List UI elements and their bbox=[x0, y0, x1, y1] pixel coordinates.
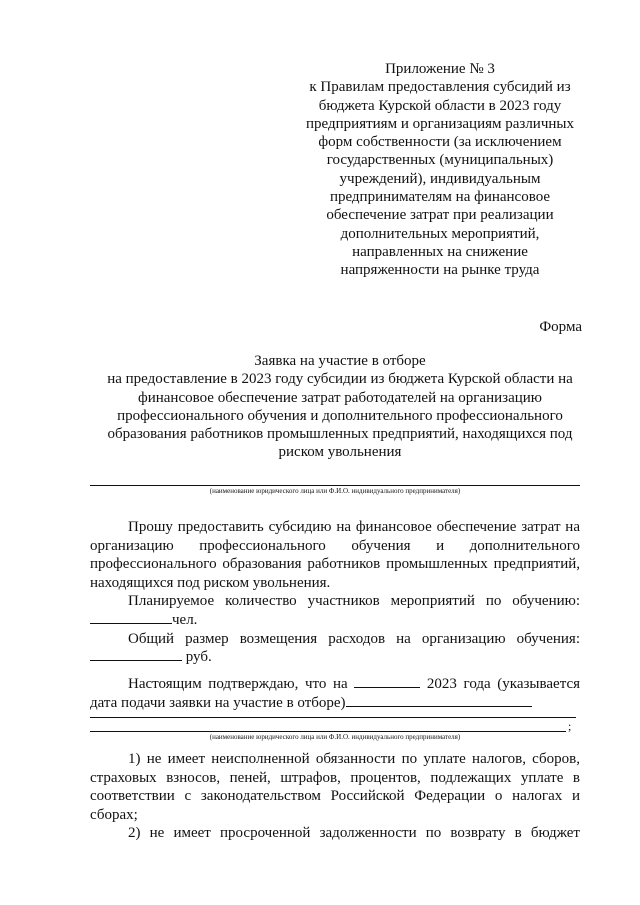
appendix-line: форм собственности (за исключением bbox=[318, 134, 562, 151]
planned-count-blank[interactable] bbox=[90, 611, 172, 624]
applicant-name-caption-2: (наименование юридического лица или Ф.И.О. индивидуального предпринимателя) bbox=[209, 733, 461, 741]
title-line: Заявка на участие в отборе bbox=[254, 353, 426, 369]
appendix-line: Приложение № 3 bbox=[385, 61, 495, 77]
appendix-line: предприятиям и организациям различных bbox=[306, 115, 574, 132]
planned-label: Планируемое количество участников мероприятий по обучению: bbox=[128, 593, 580, 610]
confirm-block bbox=[90, 675, 580, 712]
title-line: образования работников промышленных предприятий, находящихся под bbox=[107, 426, 573, 443]
applicant-name-line-2b[interactable] bbox=[90, 731, 566, 732]
date-blank[interactable] bbox=[354, 675, 420, 688]
confirm-tail-blank[interactable] bbox=[346, 694, 532, 707]
form-title bbox=[90, 352, 590, 462]
appendix-line: напряженности на рынке труда bbox=[340, 262, 540, 279]
confirm-line-1 bbox=[90, 675, 580, 694]
title-line: финансовое обеспечение затрат работодателей на организацию bbox=[138, 389, 542, 406]
request-text: Прошу предоставить субсидию на финансовое обеспечение затрат на организацию профессионального обучения и дополнительного профессионального образования работников промышленных предприятий, находящихся под риском увольнения. bbox=[90, 519, 580, 591]
appendix-header bbox=[300, 60, 580, 280]
applicant-name-line[interactable] bbox=[90, 485, 580, 486]
appendix-line: обеспечение затрат при реализации bbox=[326, 207, 554, 224]
confirm-part-2: 2023 года (указывается bbox=[426, 676, 581, 692]
appendix-line: дополнительных мероприятий, bbox=[340, 225, 540, 242]
appendix-line: к Правилам предоставления субсидий из bbox=[309, 79, 571, 96]
confirm-part-3: дата подачи заявки на участие в отборе) bbox=[90, 694, 346, 711]
title-line: профессионального обучения и дополнительного профессионального bbox=[117, 407, 563, 424]
planned-line bbox=[90, 611, 580, 630]
planned-unit: чел. bbox=[172, 611, 198, 628]
title-line: на предоставление в 2023 году субсидии из бюджета Курской области на bbox=[107, 371, 573, 388]
appendix-line: государственных (муниципальных) bbox=[326, 152, 554, 169]
applicant-name-caption: (наименование юридического лица или Ф.И.О. индивидуального предпринимателя) bbox=[209, 487, 461, 495]
total-label: Общий размер возмещения расходов на организацию обучения: bbox=[128, 630, 580, 647]
confirm-part-1: Настоящим подтверждаю, что на bbox=[128, 676, 348, 692]
items-block bbox=[90, 750, 580, 843]
total-unit: руб. bbox=[185, 649, 212, 666]
end-semicolon: ; bbox=[568, 719, 572, 733]
appendix-line: предпринимателям на финансовое bbox=[329, 189, 551, 206]
title-line: риском увольнения bbox=[278, 444, 402, 461]
total-line bbox=[90, 648, 580, 667]
appendix-line: бюджета Курской области в 2023 году bbox=[318, 97, 562, 114]
request-block bbox=[90, 518, 580, 667]
form-label: Форма bbox=[539, 319, 582, 335]
item-1: 1) не имеет неисполненной обязанности по уплате налогов, сборов, страховых взносов, пеней, штрафов, процентов, подлежащих уплате в соответствии с законодательством Российской Федерации о налогах и сборах; bbox=[90, 751, 580, 823]
total-amount-blank[interactable] bbox=[90, 648, 182, 661]
confirm-line-2 bbox=[90, 694, 580, 713]
item-2: 2) не имеет просроченной задолженности по возврату в бюджет bbox=[128, 825, 580, 842]
appendix-line: учреждений), индивидуальным bbox=[339, 170, 541, 187]
appendix-line: направленных на снижение bbox=[352, 243, 528, 260]
applicant-name-line-2a[interactable] bbox=[90, 717, 576, 718]
